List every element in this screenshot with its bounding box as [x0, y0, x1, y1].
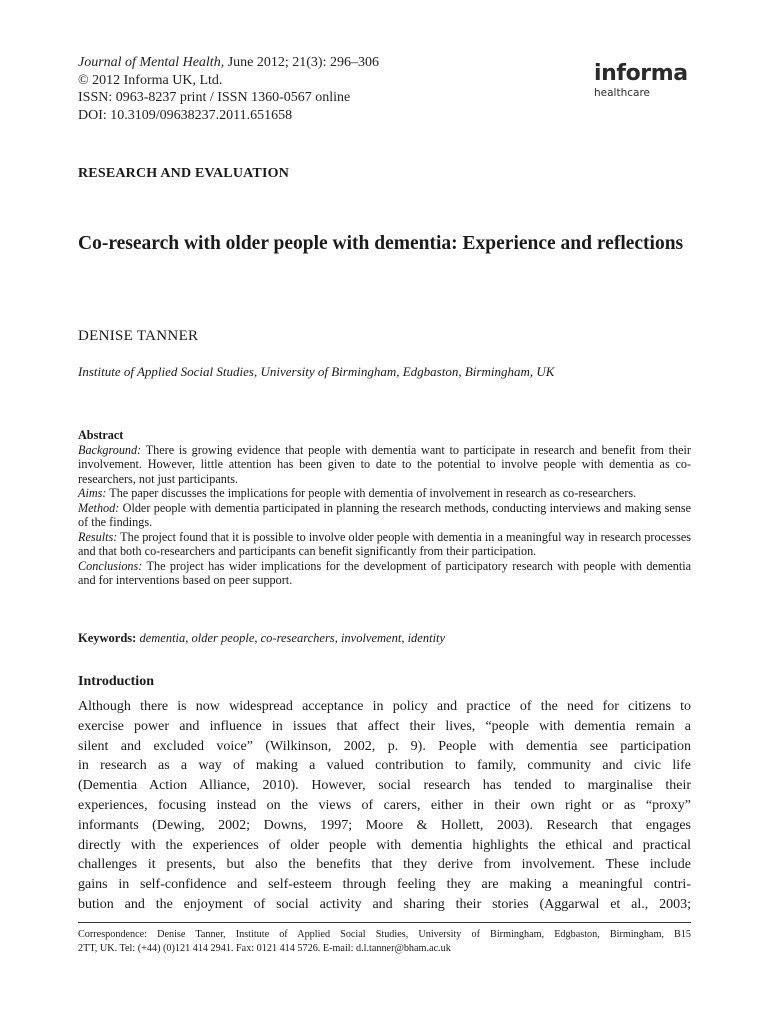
- introduction-line: bution and the enjoyment of social activity and sharing their stories (Aggarwal et al., 2003;: [78, 896, 691, 912]
- introduction-line: exercise power and influence in issues that affect their lives, “people with dementia remain a: [78, 718, 691, 734]
- abstract-background-text: There is growing evidence that people with dementia want to participate in research and benefit from their involvement. However, little attention has been given to date to the potential to involve people with dementia as co-researchers, not just participants.: [78, 442, 691, 486]
- abstract-conclusions: [78, 559, 691, 588]
- abstract-method-text: Older people with dementia participated in planning the research methods, conducting interviews and making sense of the findings.: [78, 500, 691, 529]
- correspondence-footnote: [78, 928, 691, 956]
- author-affiliation: Institute of Applied Social Studies, University of Birmingham, Edgbaston, Birmingham, UK: [78, 364, 555, 379]
- publisher-logo: [594, 62, 704, 99]
- introduction-line: in research as a way of making a valued contribution to family, community and civic life: [78, 758, 691, 774]
- keyword: co-researchers: [260, 631, 335, 645]
- introduction-line: directly with the experiences of older people with dementia highlights the ethical and practical: [78, 837, 691, 853]
- keyword: identity: [407, 631, 446, 645]
- introduction-heading: Introduction: [78, 674, 154, 689]
- keyword-separator: ,: [254, 631, 261, 645]
- keyword: dementia: [139, 631, 186, 645]
- journal-name: Journal of Mental Health: [78, 55, 221, 70]
- introduction-line: silent and excluded voice” (Wilkinson, 2002, p. 9). People with dementia see participation: [78, 738, 691, 754]
- keyword: involvement: [340, 631, 402, 645]
- introduction-line: (Dementia Action Alliance, 2010). However, social research has tended to marginalise their: [78, 778, 691, 794]
- introduction-line: challenges it presents, but also the benefits that they derive from involvement. These include: [78, 857, 691, 873]
- abstract-conclusions-text: The project has wider implications for the development of participatory research with people with dementia and for interventions based on peer support.: [78, 558, 691, 587]
- issn-line: ISSN: 0963-8237 print / ISSN 1360-0567 online: [78, 90, 351, 105]
- abstract-method: [78, 501, 691, 530]
- abstract-aims-text: The paper discusses the implications for people with dementia of involvement in research as co-researchers.: [106, 486, 637, 500]
- keyword-separator: ,: [401, 631, 408, 645]
- article-title: Co-research with older people with dementia: Experience and reflections: [78, 233, 684, 254]
- journal-citation-line: [78, 54, 538, 72]
- introduction-line: informants (Dewing, 2002; Downs, 1997; Moore & Hollett, 2003). Research that engages: [78, 817, 691, 833]
- publisher-logo-subtitle: healthcare: [594, 87, 650, 99]
- journal-issue: , June 2012; 21(3): 296–306: [220, 55, 379, 70]
- abstract-aims: [78, 486, 691, 501]
- publisher-logo-wordmark: informa: [594, 61, 688, 86]
- abstract-heading: Abstract: [78, 428, 124, 442]
- keywords: [78, 631, 691, 646]
- doi-line: DOI: 10.3109/09638237.2011.651658: [78, 107, 293, 123]
- abstract-method-label: Method:: [78, 500, 120, 515]
- journal-citation-block: [78, 54, 538, 124]
- keyword: older people: [191, 631, 255, 645]
- keywords-label: Keywords:: [78, 631, 137, 645]
- keyword-separator: ,: [185, 631, 192, 645]
- footnote-divider: [78, 922, 691, 923]
- abstract: [78, 428, 691, 588]
- introduction-line: Although there is now widespread acceptance in policy and practice of the need for citizens to: [78, 699, 691, 714]
- introduction-line: gains in self-confidence and self-esteem through feeling they are making a meaningful contri-: [78, 877, 691, 893]
- introduction-body: [78, 697, 691, 915]
- abstract-background-label: Background:: [78, 442, 142, 457]
- author-name: DENISE TANNER: [78, 328, 199, 344]
- introduction-line: experiences, focusing instead on the views of carers, either in their own right or as “proxy”: [78, 797, 691, 813]
- abstract-results-text: The project found that it is possible to involve older people with dementia in a meaningful way in research processes and that both co-researchers and participants can benefit significantly from their participation.: [78, 529, 691, 558]
- abstract-background: [78, 443, 691, 487]
- section-label: RESEARCH AND EVALUATION: [78, 166, 290, 181]
- abstract-results-label: Results:: [78, 529, 118, 544]
- abstract-conclusions-label: Conclusions:: [78, 558, 143, 573]
- footnote-line: Correspondence: Denise Tanner, Institute of Applied Social Studies, University of Birmingham, Edgbaston, Birmingham, B15: [78, 929, 691, 940]
- footnote-line: 2TT, UK. Tel: (+44) (0)121 414 2941. Fax: 0121 414 5726. E-mail: d.l.tanner@bham.ac.uk: [78, 943, 451, 954]
- abstract-results: [78, 530, 691, 559]
- abstract-aims-label: Aims:: [78, 486, 107, 500]
- copyright-line: © 2012 Informa UK, Ltd.: [78, 72, 223, 88]
- keyword-separator: ,: [334, 631, 341, 645]
- keyword-list: [139, 631, 445, 645]
